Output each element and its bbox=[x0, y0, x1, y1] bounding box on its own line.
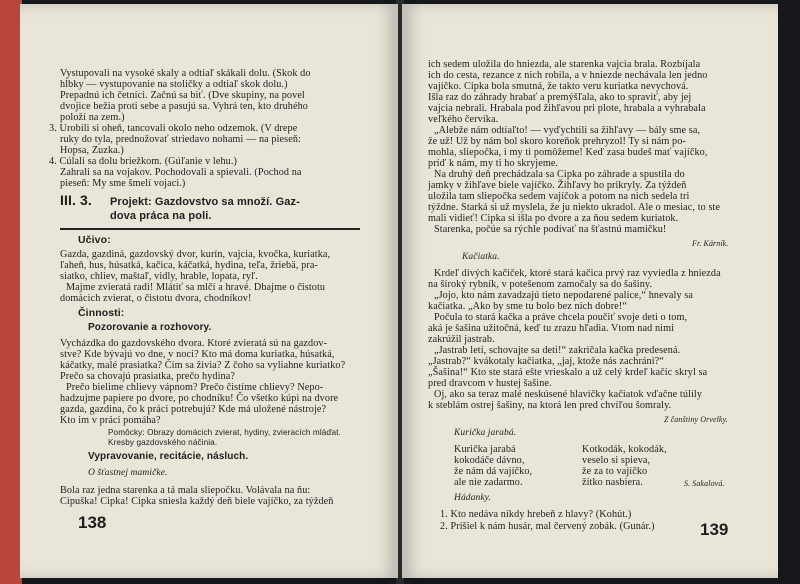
book-cover-edge bbox=[0, 0, 22, 584]
text-line: vajcia nebrali. Hrabala pod žihľavou pri plote, hrabala a vyhrabala bbox=[428, 103, 706, 114]
text-line: Gazda, gazdiná, gazdovský dvor, kurín, vajcia, kvočka, kuriatka, bbox=[60, 249, 331, 260]
pomocky-note-cont: Kresby gazdovského náčinia. bbox=[108, 438, 218, 447]
text-line: Prepadnú ich četníci. Začnú sa biť. (Dve skupiny, na povel bbox=[60, 90, 305, 101]
riddles-title: Hádanky. bbox=[454, 493, 491, 503]
text-line: na šíroký rybník, v potešenom zamočaly sa do šašiny. bbox=[428, 279, 653, 290]
story-title: Kačiatka. bbox=[462, 252, 500, 262]
text-line: Vycházdka do gazdovského dvora. Ktoré zvieratá sú na gazdov- bbox=[60, 338, 328, 349]
text-line: príď k nám, my ti ho skryjeme. bbox=[428, 158, 559, 169]
text-line: položí na zem.) bbox=[60, 112, 125, 123]
project-title-cont: dova práca na poli. bbox=[110, 210, 212, 222]
project-number: III. 3. bbox=[60, 192, 92, 208]
page-number: 139 bbox=[700, 520, 729, 539]
text-line: siatko, chliev, maštaľ, vidly, hrable, lopata, ryľ. bbox=[60, 271, 258, 282]
text-line: Majme zvieratá radi! Mlátiť sa mlčí a hravé. Dbajme o čistotu bbox=[66, 282, 326, 293]
verse-line: kokodáče dávno, bbox=[454, 455, 525, 466]
text-line: vajíčko. Cipka bola smutná, že takto veru kuriatka nevychová. bbox=[428, 81, 689, 92]
text-line: domácich zvierat, o čistotu dvora, chodníkov! bbox=[60, 293, 252, 304]
text-line: aká je šašina užitočná, keď tu zrazu hľadia. Vtom nad nimi bbox=[428, 323, 675, 334]
story-author: Fr. Kárník. bbox=[692, 239, 729, 248]
right-page bbox=[402, 4, 778, 578]
ucivo-heading: Učivo: bbox=[78, 234, 111, 246]
text-line: Prečo bielime chlievy vápnom? Prečo čistíme chlievy? Nepo- bbox=[66, 382, 324, 393]
text-line: ich sedem uložila do hniezda, ale starenka vajcia brala. Rozbíjala bbox=[428, 59, 701, 70]
riddle-item: 2. Príšiel k nám husár, mal červený zobák. (Gunár.) bbox=[440, 521, 655, 532]
text-line: gazda, gazdina, čo k práci potrebujú? Kde má uložené nástroje? bbox=[60, 404, 327, 415]
text-line: Počula to stará kačka a práve chcela poučiť svoje deti o tom, bbox=[434, 312, 688, 323]
text-line: Kto im v práci pomáha? bbox=[60, 415, 161, 426]
text-line: Bola raz jedna starenka a tá mala sliepočku. Volávala na ňu: bbox=[60, 485, 311, 496]
pomocky-note: Pomôcky: Obrazy domácich zvierat, hydiny, zvieracích mláďat. bbox=[108, 428, 341, 437]
text-line: k steblám ostrej šašiny, na ktorá len pred chvíľou šomraly. bbox=[428, 400, 672, 411]
verse-line: ale nie zadarmo. bbox=[454, 477, 523, 488]
text-line: jamky v žihľave biele vajíčko. Žihľavy ho prikryly. Za týždeň bbox=[428, 180, 687, 191]
text-line: Na druhý deň prechádzala sa Cipka po záhrade a spustila do bbox=[434, 169, 685, 180]
text-line: Zahrali sa na vojakov. Pochodovali a spievali. (Pochod na bbox=[60, 167, 302, 178]
poem-author: Z čanštiny Orvelky. bbox=[664, 415, 728, 424]
text-line: „Jojo, kto nám zavadzajú tieto nepodarené palice,“ hnevaly sa bbox=[434, 290, 693, 301]
text-line: ich do cesta, rezance z nich robila, a v hniezde nechávala len jedno bbox=[428, 70, 708, 81]
text-line: týždne. Starká si už myslela, že ju niekto ukradol. Ale o mesiac, to ste bbox=[428, 202, 721, 213]
text-line: veľkého červíka. bbox=[428, 114, 499, 125]
text-line: „Šašina!“ Kto ste stará ešte vrieskalo a už celý krdeľ kačíc skryl sa bbox=[428, 367, 708, 378]
text-line: stve? Kde bývajú vo dne, v noci? Kto má doma kuriatka, húsatká, bbox=[60, 349, 335, 360]
text-line: pieseň: My sme šmelí vojaci.) bbox=[60, 178, 186, 189]
verse-line: žitko nasbiera. bbox=[582, 477, 643, 488]
text-line: káčatky, malé prasiatka? Čím sa živia? Z čoho sa vyliahne kuriatko? bbox=[60, 360, 346, 371]
text-line: „Jastrab letí, schovajte sa deti!“ zakričala kačka predesená. bbox=[434, 345, 681, 356]
list-item-3: 3. Urobili si oheň, tancovali okolo neho odzemok. (V drepe bbox=[49, 123, 298, 134]
text-line: že už! Už by nám bol skoro koreňok prehryzol! Ty si nám po- bbox=[428, 136, 686, 147]
list-item-4: 4. Cúlali sa dolu briežkom. (Gúľanie v lehu.) bbox=[49, 156, 238, 167]
page-number: 138 bbox=[78, 513, 107, 532]
cinnosti-heading: Činnosti: bbox=[78, 307, 125, 319]
text-line: Vystupovali na vysoké skaly a odtiaľ skákali dolu. (Skok do bbox=[60, 68, 311, 79]
text-line: hadzujme papiere po dvore, po chodníku! Čo všetko kúpi na dvore bbox=[60, 393, 339, 404]
story-title: O šťastnej mamičke. bbox=[88, 468, 168, 478]
text-line: ruky do tyla, prednožovať striedavo nohami — na pieseň: bbox=[60, 134, 301, 145]
text-line: mali vidieť! Cipka si išla po dvore a za ňou sedem kuriatok. bbox=[428, 213, 679, 224]
text-line: ľaheň, hus, húsatká, kačica, káčatká, hydina, teľa, žriebä, pra- bbox=[60, 260, 318, 271]
text-line: kačiatka. „Ako by sme tu bolo bez nich dobre!“ bbox=[428, 301, 627, 312]
verse-line: Kotkodák, kokodák, bbox=[582, 444, 667, 455]
text-line: uložila tam sliepočka sedem vajíčok a potom na nich sedela tri bbox=[428, 191, 690, 202]
project-title: Projekt: Gazdovstvo sa množí. Gaz- bbox=[110, 196, 300, 208]
verse-title: Kurička jarabá. bbox=[454, 428, 517, 438]
text-line: „Jastrab?“ kvákotaly kačiatka, „jaj, ktože nás zachráni?“ bbox=[428, 356, 664, 367]
verse-line: Kurička jarabá bbox=[454, 444, 516, 455]
pozorovanie-heading: Pozorovanie a rozhovory. bbox=[88, 322, 212, 333]
verse-line: veselo si spieva, bbox=[582, 455, 651, 466]
text-line: „Alebže nám odtiaľto! — vyďychtili sa žihľavy — bály sme sa, bbox=[434, 125, 701, 136]
text-line: hĺbky — vystupovanie na stoličky a odtiaľ skok dolu.) bbox=[60, 79, 288, 90]
text-line: Hopsa, Zuzka.) bbox=[60, 145, 124, 156]
text-line: Oj, ako sa teraz malé neskúsené hlavičky kačiatok vďačne túlily bbox=[434, 389, 703, 400]
text-line: mohla, sliepočka, i my ti pomôžeme! Keď zasa budeš mať vajíčko, bbox=[428, 147, 708, 158]
text-line: Cipuška! Cipka! Cipka sniesla každý deň biele vajíčko, za týždeň bbox=[60, 496, 334, 507]
verse-line: že za to vajíčko bbox=[582, 466, 648, 477]
section-divider bbox=[60, 228, 360, 230]
left-page bbox=[20, 4, 398, 578]
text-line: Išla raz do záhrady hrabať a premýšľala, ako to spraviť, aby jej bbox=[428, 92, 692, 103]
verse-author: S. Sakalová. bbox=[684, 479, 725, 488]
text-line: dvojice bežia proti sebe a pasujú sa. Vyhrá ten, kto druhého bbox=[60, 101, 308, 112]
vypravovanie-heading: Vypravovanie, recitácie, násluch. bbox=[88, 451, 249, 462]
text-line: pred dravcom v hustej šašine. bbox=[428, 378, 552, 389]
text-line: Krdeľ divých kačiček, ktoré stará kačica prvý raz vyviedla z hniezda bbox=[434, 268, 721, 279]
verse-line: že nám dá vajíčko, bbox=[454, 466, 533, 477]
text-line: Starenka, počúe sa rýchle podívať na šťastnú mamičku! bbox=[434, 224, 667, 235]
text-line: Prečo sa chovajú prasiatka, prečo hydina? bbox=[60, 371, 235, 382]
text-line: zakrúžil jastrab. bbox=[428, 334, 495, 345]
riddle-item: 1. Kto nedáva nikdy hrebeň z hlavy? (Kohút.) bbox=[440, 509, 632, 520]
